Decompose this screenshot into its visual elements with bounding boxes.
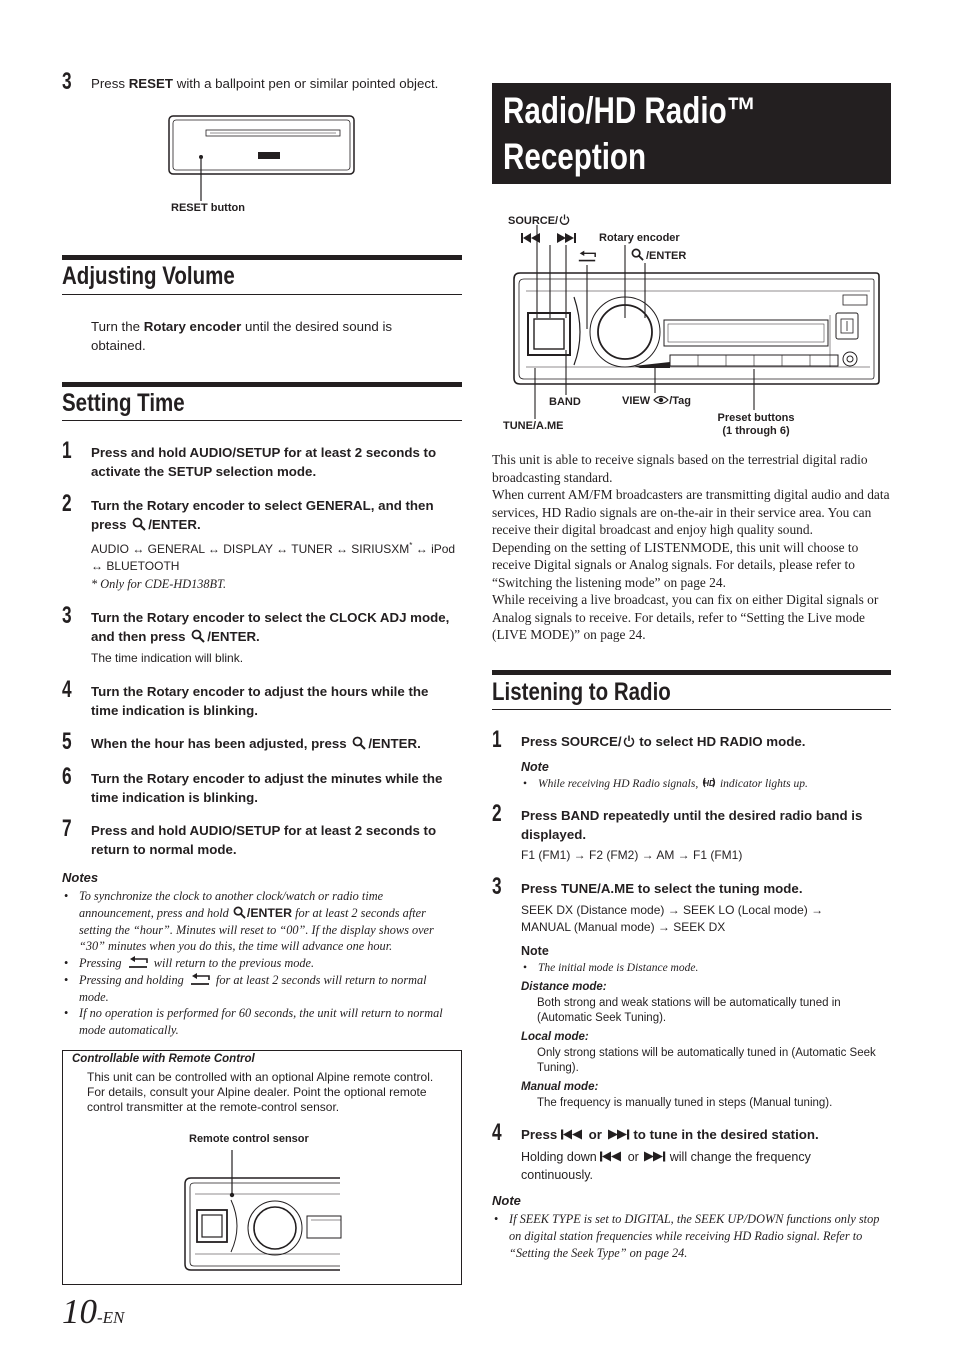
text: SOURCE/ xyxy=(508,215,559,227)
text: Press xyxy=(521,808,561,823)
reset-button-caption: RESET button xyxy=(171,202,245,214)
text: indicator lights up. xyxy=(717,778,808,790)
audio-setup-key: AUDIO/SETUP xyxy=(189,823,281,838)
power-icon xyxy=(623,735,635,747)
text: SEEK DX (Distance mode) → SEEK LO (Local mode) → xyxy=(521,903,824,917)
manual-mode-body: The frequency is manually tuned in steps (Manual tuning). xyxy=(537,1097,833,1109)
notes-heading: Notes xyxy=(62,870,99,885)
text: Turn the xyxy=(91,319,144,334)
note-item: • The initial mode is Distance mode. xyxy=(538,960,888,977)
page-number xyxy=(62,1292,124,1339)
text: for at least 2 seconds after setting the “hour”. Minutes will reset to “00”. If the display shows over “30” minutes when you do this, the time will advance one hour. xyxy=(79,905,434,954)
paragraph: Depending on the setting of LISTENMODE, this unit will choose to receive Digital signals or Analog signals. For details, please refer to “Switching the listening mode” on page 24. xyxy=(492,539,859,590)
text: Press xyxy=(521,1127,561,1142)
text: To synchronize the clock to another clock/watch or radio time announcement, press and hold xyxy=(79,889,384,920)
text: ↔ BLUETOOTH xyxy=(91,559,180,573)
menu-sequence xyxy=(91,537,461,575)
step-number: 1 xyxy=(492,726,502,753)
setting-time-step4 xyxy=(91,683,451,720)
prev-track-icon xyxy=(561,1129,585,1140)
text: to select the tuning mode. xyxy=(634,881,803,896)
step-reset-text xyxy=(91,75,471,94)
setting-time-step3 xyxy=(91,609,456,646)
text: (1 through 6) xyxy=(722,425,790,437)
rotary-key: Rotary encoder xyxy=(146,684,245,699)
listening-step3 xyxy=(521,880,881,899)
section-rule xyxy=(62,255,462,260)
enter-key: /ENTER xyxy=(246,905,292,920)
text: /ENTER xyxy=(646,250,687,262)
step-number: 3 xyxy=(62,68,72,95)
text: Press and hold xyxy=(91,823,190,838)
return-icon xyxy=(189,973,211,986)
return-icon xyxy=(127,956,149,969)
step-number: 2 xyxy=(62,490,72,517)
tuning-sequence xyxy=(521,902,823,936)
svg-text:HD: HD xyxy=(703,779,715,788)
section-title-adjusting-volume: Adjusting Volume xyxy=(62,262,235,290)
note-item xyxy=(79,888,457,955)
step-number: 3 xyxy=(62,602,72,629)
note-item xyxy=(538,776,888,793)
text: with a ballpoint pen or similar pointed object. xyxy=(173,76,439,91)
setting-time-step1 xyxy=(91,444,451,481)
listening-step4 xyxy=(521,1126,881,1145)
text: When the hour has been adjusted, press xyxy=(91,736,351,751)
step-number: 7 xyxy=(62,815,72,842)
enter-key: /ENTER. xyxy=(148,516,201,532)
label-tune: TUNE/A.ME xyxy=(503,420,564,432)
text: to tune in the desired station. xyxy=(629,1127,819,1142)
label-view xyxy=(622,395,691,408)
eye-icon xyxy=(653,395,669,405)
text: Holding down xyxy=(521,1150,601,1164)
text: Turn the xyxy=(91,610,147,625)
text: to adjust the minutes while the time indication is blinking. xyxy=(91,771,443,805)
section-rule xyxy=(62,382,462,387)
text: will return to the previous mode. xyxy=(150,956,315,970)
section-title-listening: Listening to Radio xyxy=(492,678,671,706)
section-title-setting-time: Setting Time xyxy=(62,389,185,417)
audio-setup-key: AUDIO/SETUP xyxy=(189,445,281,460)
enter-key: /ENTER. xyxy=(368,736,421,751)
section-underline xyxy=(62,420,462,421)
remote-box-heading: Controllable with Remote Control xyxy=(72,1053,255,1065)
text: or xyxy=(584,1127,606,1142)
next-track-icon xyxy=(606,1129,630,1140)
text: for at least 2 seconds to return to normal mode. xyxy=(91,823,437,857)
rotary-key: Rotary encoder xyxy=(146,498,245,513)
text: will change the frequency continuously. xyxy=(521,1150,811,1182)
text: to select GENERAL, and then press xyxy=(91,498,434,532)
setting-time-step6 xyxy=(91,770,461,807)
local-mode-body: Only strong stations will be automatically tuned in (Automatic Seek Tuning). xyxy=(537,1047,876,1074)
source-key: SOURCE/ xyxy=(560,734,622,749)
step-number: 2 xyxy=(492,800,502,827)
note-heading: Note xyxy=(492,1193,521,1208)
step-number: 5 xyxy=(62,728,72,755)
remote-box-body: This unit can be controlled with an optional Alpine remote control. For details, consult your Alpine dealer. Point the optional remote control transmitter at the remote-control sensor. xyxy=(87,1070,434,1114)
note-item xyxy=(79,955,457,972)
text: or xyxy=(624,1150,643,1164)
note-item: • If no operation is performed for 60 seconds, the unit will return to normal mode automatically. xyxy=(79,1005,457,1039)
setting-time-step7 xyxy=(91,822,451,859)
text: to select the CLOCK ADJ mode, and then press xyxy=(91,610,450,644)
text: for at least 2 seconds will return to normal mode. xyxy=(79,973,427,1004)
text: Turn the xyxy=(91,498,147,513)
text: Pressing xyxy=(79,956,125,970)
remote-sensor-illustration xyxy=(183,1150,341,1270)
step-number: 4 xyxy=(62,676,72,703)
step-number: 3 xyxy=(492,873,502,900)
text: Pressing and holding xyxy=(79,973,187,987)
text: Press xyxy=(521,881,561,896)
footnote: * Only for CDE-HD138BT. xyxy=(91,577,227,591)
text: MANUAL (Manual mode) → SEEK DX xyxy=(521,920,726,934)
note-heading: Note xyxy=(521,760,549,774)
listening-step1 xyxy=(521,733,891,752)
note-heading: Note xyxy=(521,944,549,958)
setting-time-step2 xyxy=(91,497,451,534)
paragraph: While receiving a live broadcast, you can fix on either Digital signals or Analog signals to receive. For details, refer to “Setting the Live mode (LIVE MODE)” on page 24. xyxy=(492,592,879,642)
text: to adjust the hours while the time indication is blinking. xyxy=(91,684,429,718)
text: repeatedly until the desired radio band is displayed. xyxy=(521,808,863,842)
search-icon xyxy=(191,629,205,643)
search-icon xyxy=(233,906,246,919)
remote-sensor-caption: Remote control sensor xyxy=(189,1133,309,1145)
section-underline xyxy=(62,294,462,295)
band-key: BAND xyxy=(560,808,600,823)
text: Press xyxy=(521,734,561,749)
rotary-key: Rotary encoder xyxy=(146,610,245,625)
text: to select HD RADIO mode. xyxy=(635,734,806,749)
text: Turn the xyxy=(91,684,147,699)
section-rule xyxy=(492,670,891,675)
note-item xyxy=(79,972,457,1006)
step-number: 1 xyxy=(62,437,72,464)
paragraph: When current AM/FM broadcasters are transmitting digital audio and data services, HD Radio signals are on-the-air in their service area. You can receive their digital broadcast and enjoy high quality sound. xyxy=(492,487,890,537)
intro-text xyxy=(492,451,892,644)
step-number: 4 xyxy=(492,1119,502,1146)
step-number: 6 xyxy=(62,763,72,790)
prev-track-icon xyxy=(600,1151,624,1162)
text: Press and hold xyxy=(91,445,190,460)
note-item: • If SEEK TYPE is set to DIGITAL, the SEEK UP/DOWN functions only stop on digital station frequencies while receiving HD Radio signal. Refer to “Setting the Seek Type” on page 24. xyxy=(509,1211,894,1261)
power-icon xyxy=(559,214,570,225)
next-track-icon xyxy=(642,1151,666,1162)
tune-key: TUNE/A.ME xyxy=(560,881,635,896)
enter-key: /ENTER. xyxy=(207,628,260,644)
footnote-mark: * xyxy=(409,541,413,550)
text: VIEW xyxy=(622,395,651,407)
text: until the desired sound is obtained. xyxy=(91,319,393,353)
search-icon xyxy=(352,736,366,750)
listening-step2 xyxy=(521,807,881,844)
adjust-volume-text xyxy=(91,318,431,355)
reset-key: RESET xyxy=(128,76,174,91)
page-number-value: 10 xyxy=(62,1292,97,1331)
distance-mode-body: Both strong and weak stations will be automatically tuned in (Automatic Seek Tuning). xyxy=(537,997,841,1024)
rotary-key: Rotary encoder xyxy=(146,771,245,786)
step3-sub: The time indication will blink. xyxy=(91,651,244,665)
band-sequence: F1 (FM1) → F2 (FM2) → AM → F1 (FM1) xyxy=(521,848,743,862)
text: ↔ iPod xyxy=(412,542,456,556)
text: /Tag xyxy=(669,395,691,407)
manual-mode-heading: Manual mode: xyxy=(521,1081,599,1093)
text: Preset buttons xyxy=(717,412,795,424)
text: for at least 2 seconds to activate the SETUP selection mode. xyxy=(91,445,437,479)
section-underline xyxy=(492,709,891,710)
text: Press xyxy=(91,76,129,91)
setting-time-step5 xyxy=(91,735,461,754)
hd-indicator-icon xyxy=(701,776,717,789)
reset-device-illustration xyxy=(168,115,356,201)
distance-mode-heading: Distance mode: xyxy=(521,981,607,993)
text: AUDIO ↔ GENERAL ↔ DISPLAY ↔ TUNER ↔ SIRIUSXM xyxy=(91,542,410,556)
step4-sub xyxy=(521,1148,861,1184)
text: Turn the xyxy=(91,771,147,786)
rotary-key: Rotary encoder xyxy=(143,319,242,334)
chapter-title: Radio/HD Radio™ Reception xyxy=(503,90,757,177)
search-icon xyxy=(132,517,146,531)
label-band: BAND xyxy=(549,396,581,408)
page-suffix: -EN xyxy=(97,1308,125,1327)
local-mode-heading: Local mode: xyxy=(521,1031,589,1043)
paragraph: This unit is able to receive signals based on the terrestrial digital radio broadcasting standard. xyxy=(492,452,868,485)
label-preset xyxy=(713,412,799,438)
label-rotary: Rotary encoder xyxy=(599,232,680,244)
text: While receiving HD Radio signals, xyxy=(538,778,702,790)
